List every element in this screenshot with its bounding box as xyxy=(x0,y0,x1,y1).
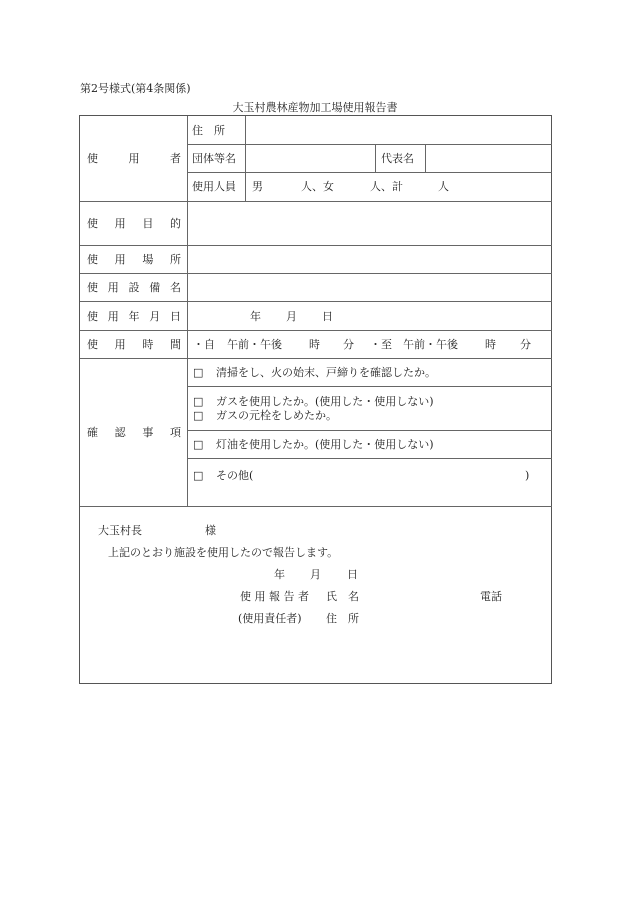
rule xyxy=(80,301,552,302)
date-day: 日 xyxy=(322,310,333,323)
time-from-minute: 分 xyxy=(343,338,354,351)
check-box-gas-valve[interactable]: □ xyxy=(193,409,204,422)
date-year: 年 xyxy=(250,310,261,323)
rule xyxy=(187,172,552,173)
equipment-label: 使 用 設 備 名 xyxy=(87,281,181,294)
rule xyxy=(80,245,552,246)
rule xyxy=(187,144,552,145)
check-box-gas-used[interactable]: □ xyxy=(193,395,204,408)
phone-label: 電話 xyxy=(480,590,502,603)
time-to-hour: 時 xyxy=(485,338,496,351)
date-month: 月 xyxy=(286,310,297,323)
total-label: 人、計 xyxy=(370,180,403,193)
rule xyxy=(375,144,376,172)
rule xyxy=(187,430,552,431)
male-label: 男 xyxy=(252,180,263,193)
check-item-other: その他( xyxy=(216,469,254,482)
purpose-label: 使 用 目 的 xyxy=(87,217,181,230)
rule xyxy=(80,330,552,331)
time-from-ampm: 午前・午後 xyxy=(227,338,282,351)
rule xyxy=(80,201,552,202)
time-to-minute: 分 xyxy=(520,338,531,351)
rule xyxy=(425,144,426,172)
check-box-other[interactable]: □ xyxy=(193,469,204,482)
rule xyxy=(80,506,552,507)
mayor-label: 大玉村長 xyxy=(98,524,142,537)
document-title: 大玉村農林産物加工場使用報告書 xyxy=(232,101,398,114)
rule xyxy=(187,116,188,506)
report-form-table xyxy=(79,115,552,684)
date-label: 使 用 年 月 日 xyxy=(87,310,181,323)
checks-label: 確 認 事 項 xyxy=(87,426,181,439)
footer-year: 年 xyxy=(274,568,285,581)
address-label: 住 所 xyxy=(192,124,225,137)
representative-label: 代表名 xyxy=(381,152,414,165)
form-number: 第2号様式(第4条関係) xyxy=(80,82,191,95)
time-from-hour: 時 xyxy=(309,338,320,351)
reporter-address-label: 住 所 xyxy=(326,612,359,625)
headcount-label: 使用人員 xyxy=(192,180,236,193)
check-box-cleaning[interactable]: □ xyxy=(193,366,204,379)
time-from: ・自 xyxy=(193,338,215,351)
time-to: ・至 xyxy=(370,338,392,351)
check-item-other-close: ) xyxy=(525,469,530,482)
org-name-label: 団体等名 xyxy=(192,152,236,165)
check-item-gas-valve: ガスの元栓をしめたか。 xyxy=(216,409,337,422)
person-unit: 人 xyxy=(438,180,449,193)
rule xyxy=(245,116,246,201)
responsible-label: (使用責任者) xyxy=(238,612,302,625)
rule xyxy=(80,358,552,359)
rule xyxy=(187,386,552,387)
female-label: 人、女 xyxy=(301,180,334,193)
time-to-ampm: 午前・午後 xyxy=(403,338,458,351)
check-item-kerosene: 灯油を使用したか。(使用した・使用しない) xyxy=(216,438,434,451)
honorific: 様 xyxy=(205,524,216,537)
reporter-label: 使 用 報 告 者 xyxy=(240,590,309,603)
user-label: 使 用 者 xyxy=(87,152,181,165)
report-statement: 上記のとおり施設を使用したので報告します。 xyxy=(108,546,339,559)
check-item-gas-used: ガスを使用したか。(使用した・使用しない) xyxy=(216,395,434,408)
check-box-kerosene[interactable]: □ xyxy=(193,438,204,451)
footer-month: 月 xyxy=(310,568,321,581)
rule xyxy=(187,458,552,459)
time-label: 使 用 時 間 xyxy=(87,338,181,351)
rule xyxy=(80,273,552,274)
reporter-name-label: 氏 名 xyxy=(326,590,359,603)
footer-day: 日 xyxy=(347,568,358,581)
place-label: 使 用 場 所 xyxy=(87,253,181,266)
check-item-cleaning: 清掃をし、火の始末、戸締りを確認したか。 xyxy=(216,366,436,379)
